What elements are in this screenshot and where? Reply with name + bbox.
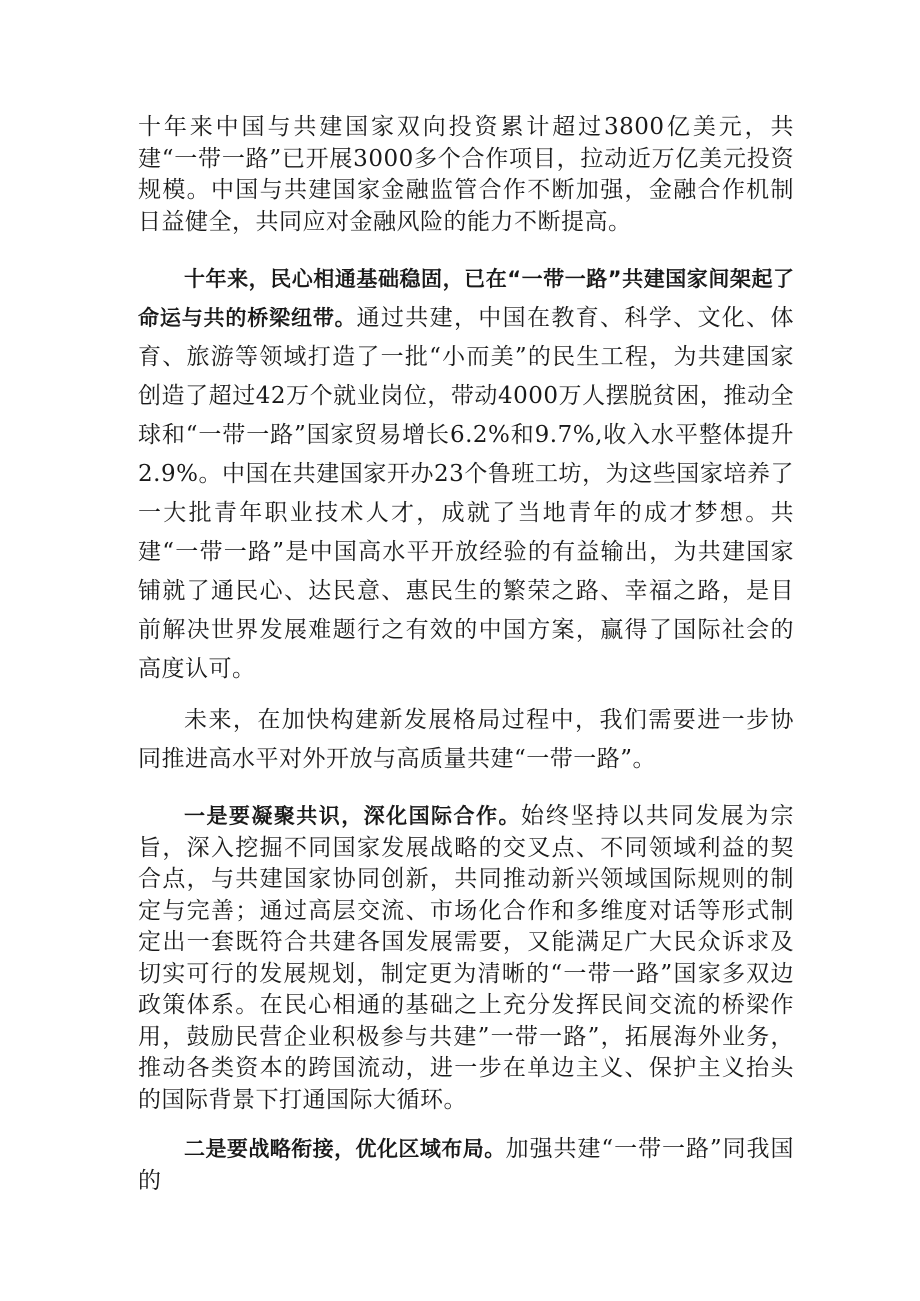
paragraph-lead: 一是要凝聚共识，深化国际合作。 [184, 804, 521, 828]
paragraph-people-connectivity [138, 260, 794, 689]
paragraph-text: 始终坚持以共同发展为宗旨，深入挖掘不同国家发展战略的交叉点、不同领域利益的契合点，与共建国家协同创新，共同推动新兴领域国际规则的制定与完善；通过高层交流、市场化合作和多维度对话等形式制定出一套既符合共建各国发展需要，又能满足广大民众诉求及切实可行的发展规划，制定更为清晰的“一带一路”国家多双边政策体系。在民心相通的基础之上充分发挥民间交流的桥梁作用，鼓励民营企业积极参与共建”一带一路”，拓展海外业务，推动各类资本的跨国流动，进一步在单边主义、保护主义抬头的国际背景下打通国际大循环。 [138, 803, 795, 1113]
paragraph-text: 未来，在加快构建新发展格局过程中，我们需要进一步协同推进高水平对外开放与高质量共建“一带一路”。 [138, 707, 794, 772]
paragraph-text: 通过共建，中国在教育、科学、文化、体育、旅游等领域打造了一批“小而美”的民生工程，为共建国家创造了超过42万个就业岗位，带动4000万人摆脱贫困，推动全球和“一带一路”国家贸易增长6.2%和9.7%,收入水平整体提升2.9%。中国在共建国家开办23个鲁班工坊，为这些国家培养了一大批青年职业技术人才，成就了当地青年的成才梦想。共建“一带一路”是中国高水平开放经验的有益输出，为共建国家铺就了通民心、达民意、惠民生的繁荣之路、幸福之路，是目前解决世界发展难题行之有效的中国方案，赢得了国际社会的高度认可。 [138, 305, 795, 682]
paragraph-future [138, 701, 794, 779]
paragraph-investment [138, 112, 794, 238]
paragraph-point-two [138, 1134, 794, 1197]
paragraph-lead: 二是要战略衔接，优化区域布局。 [184, 1137, 506, 1161]
paragraph-text: 加强共建“一带一路”同我国的 [138, 1136, 794, 1194]
paragraph-lead: 十年来，民心相通基础稳固，已在“一带一路”共建国家间架起了命运与共的桥梁纽带。 [138, 267, 794, 330]
paragraph-text: 十年来中国与共建国家双向投资累计超过3800亿美元，共建“一带一路”已开展3000多个合作项目，拉动近万亿美元投资规模。中国与共建国家金融监管合作不断加强，金融合作机制日益健全，共同应对金融风险的能力不断提高。 [138, 114, 794, 235]
paragraph-point-one [138, 801, 794, 1116]
